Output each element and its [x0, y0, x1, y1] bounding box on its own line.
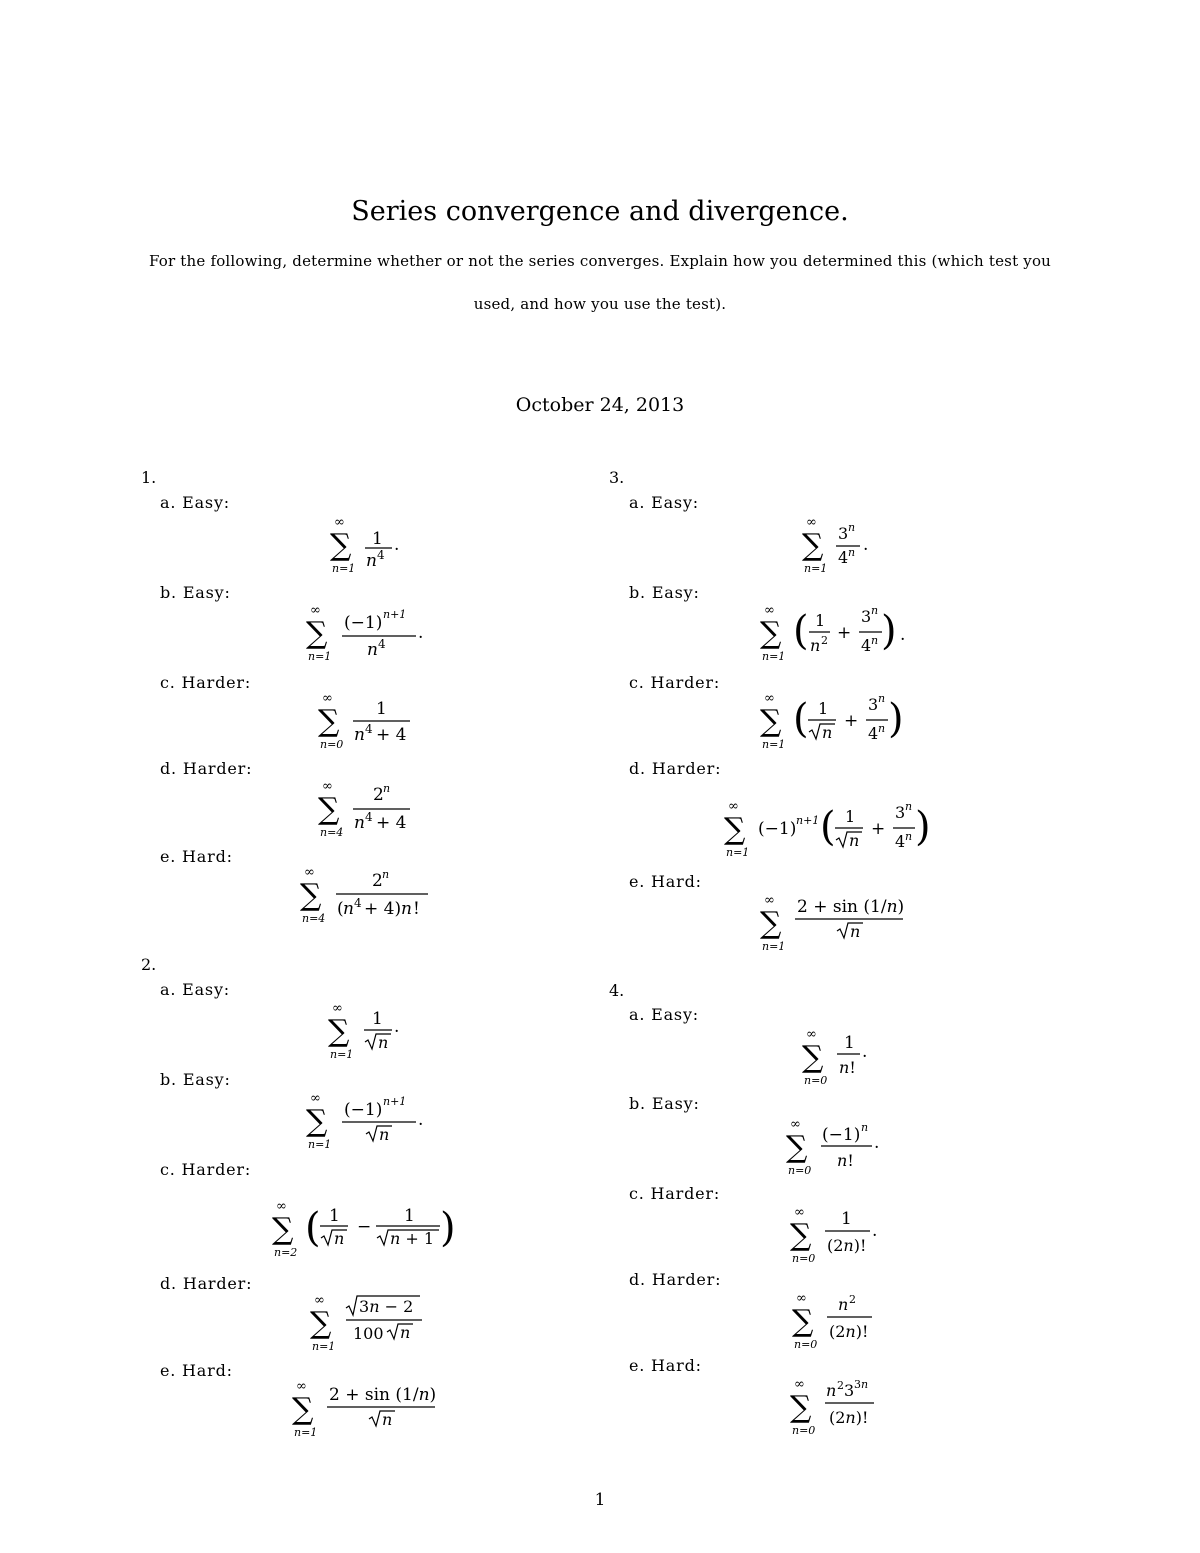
svg-text:.: .	[900, 625, 906, 645]
svg-text:∞: ∞	[332, 1001, 343, 1016]
svg-text:n: n	[378, 1033, 389, 1052]
problem-1c-label: c. Harder:	[160, 673, 252, 692]
svg-text:3: 3	[895, 803, 906, 822]
svg-text:1: 1	[845, 807, 856, 826]
svg-text:n: n	[354, 813, 365, 833]
problem-3c-label: c. Harder:	[629, 673, 721, 692]
svg-text:n=4: n=4	[320, 826, 344, 839]
svg-text:∞: ∞	[276, 1199, 287, 1214]
problem-1a-label: a. Easy:	[160, 493, 230, 512]
svg-text:n=0: n=0	[792, 1252, 816, 1265]
svg-text:n: n	[382, 1410, 393, 1429]
problem-2c-formula	[272, 1196, 462, 1262]
svg-text:2: 2	[849, 1293, 856, 1306]
svg-text:1: 1	[376, 699, 387, 719]
svg-text:!: !	[413, 899, 420, 919]
svg-text:n: n	[810, 636, 821, 655]
svg-text:n=1: n=1	[804, 562, 828, 575]
problem-4e-label: e. Hard:	[629, 1356, 702, 1375]
svg-text:1: 1	[404, 1206, 415, 1226]
svg-text:∑: ∑	[724, 812, 746, 847]
svg-text:1: 1	[372, 1009, 383, 1029]
svg-text:4: 4	[377, 548, 385, 562]
svg-text:(−1): (−1)	[822, 1125, 861, 1145]
svg-text:n: n	[401, 899, 412, 919]
problem-3a-formula	[802, 512, 892, 578]
instructions-line-2: used, and how you use the test).	[473, 295, 727, 313]
document-date: October 24, 2013	[515, 394, 685, 416]
problem-2a-label: a. Easy:	[160, 980, 230, 999]
svg-text:n: n	[826, 1381, 837, 1400]
problem-3d-label: d. Harder:	[629, 759, 722, 778]
svg-text:∞: ∞	[794, 1377, 805, 1392]
svg-text:n: n	[848, 521, 856, 534]
svg-text:3n − 2: 3n − 2	[359, 1297, 414, 1316]
svg-text:∑: ∑	[790, 1218, 812, 1253]
svg-text:∞: ∞	[764, 893, 775, 908]
svg-text:n: n	[871, 604, 879, 617]
svg-text:(: (	[337, 899, 344, 919]
svg-text:n + 1: n + 1	[390, 1229, 435, 1248]
svg-text:1: 1	[818, 699, 829, 718]
problem-3b-label: b. Easy:	[629, 583, 700, 602]
svg-text:∞: ∞	[304, 865, 315, 880]
problem-3c-formula	[760, 688, 920, 754]
svg-text:∞: ∞	[796, 1291, 807, 1306]
problem-4c-formula	[790, 1202, 890, 1268]
svg-text:): )	[881, 608, 897, 654]
problem-1e-formula	[300, 862, 440, 928]
svg-text:4: 4	[861, 636, 872, 655]
svg-text:n=0: n=0	[794, 1338, 818, 1351]
svg-text:∞: ∞	[806, 515, 817, 530]
svg-text:n: n	[822, 723, 833, 742]
svg-text:∞: ∞	[310, 603, 321, 618]
svg-text:n!: n!	[839, 1058, 856, 1077]
svg-text:1: 1	[329, 1206, 340, 1226]
page-title: Series convergence and divergence.	[351, 196, 849, 227]
svg-text:.: .	[874, 1133, 880, 1153]
svg-text:): )	[440, 1205, 456, 1251]
svg-text:+: +	[837, 623, 852, 643]
svg-text:n: n	[861, 1121, 869, 1134]
svg-text:n=0: n=0	[792, 1424, 816, 1437]
svg-text:n=1: n=1	[312, 1340, 336, 1353]
problem-1a-formula	[330, 512, 420, 578]
svg-text:1: 1	[841, 1209, 852, 1229]
svg-text:100: 100	[353, 1324, 384, 1343]
problem-2d-label: d. Harder:	[160, 1274, 253, 1293]
problem-2b-label: b. Easy:	[160, 1070, 231, 1089]
svg-text:∞: ∞	[334, 515, 345, 530]
svg-text:2: 2	[373, 785, 384, 805]
problem-2c-label: c. Harder:	[160, 1160, 252, 1179]
svg-text:+ 4: + 4	[376, 725, 407, 745]
svg-text:(2n)!: (2n)!	[829, 1408, 869, 1427]
svg-text:2: 2	[837, 1379, 844, 1392]
svg-text:∞: ∞	[806, 1027, 817, 1042]
svg-text:∑: ∑	[802, 1040, 824, 1075]
svg-text:n=1: n=1	[294, 1426, 318, 1439]
svg-text:n+1: n+1	[796, 814, 820, 827]
svg-text:2 + sin (1/n): 2 + sin (1/n)	[797, 897, 905, 917]
svg-text:4: 4	[868, 724, 879, 743]
svg-text:∑: ∑	[802, 528, 824, 563]
svg-text:n: n	[850, 922, 861, 941]
svg-text:n=1: n=1	[308, 1138, 332, 1151]
svg-text:4: 4	[354, 896, 362, 910]
svg-text:∞: ∞	[322, 779, 333, 794]
svg-text:n+1: n+1	[383, 1095, 407, 1108]
svg-text:n: n	[905, 800, 913, 813]
svg-text:n+1: n+1	[383, 608, 407, 621]
svg-text:(−1): (−1)	[344, 1100, 383, 1120]
problem-4-number: 4.	[609, 981, 625, 1000]
problem-3d-formula	[724, 796, 954, 862]
problem-1d-formula	[318, 776, 428, 842]
instructions-line-1: For the following, determine whether or not the series converges. Explain how you determined this (which test you	[148, 252, 1052, 270]
problem-2b-formula	[306, 1088, 436, 1154]
svg-text:∞: ∞	[794, 1205, 805, 1220]
problem-4c-label: c. Harder:	[629, 1184, 721, 1203]
problem-4d-formula	[792, 1288, 892, 1354]
svg-text:n!: n!	[837, 1151, 854, 1170]
svg-text:n=1: n=1	[726, 846, 750, 859]
problem-4d-label: d. Harder:	[629, 1270, 722, 1289]
svg-text:∞: ∞	[728, 799, 739, 814]
svg-text:n: n	[848, 546, 856, 559]
svg-text:∑: ∑	[792, 1304, 814, 1339]
svg-text:∞: ∞	[296, 1379, 307, 1394]
problem-1-number: 1.	[141, 468, 157, 487]
svg-text:∑: ∑	[786, 1130, 808, 1165]
svg-text:.: .	[872, 1221, 878, 1241]
svg-text:n=1: n=1	[332, 562, 356, 575]
svg-text:(: (	[793, 696, 809, 742]
problem-4e-formula	[790, 1374, 900, 1440]
svg-text:n: n	[382, 868, 390, 881]
svg-text:∑: ∑	[272, 1212, 294, 1247]
problem-3e-label: e. Hard:	[629, 872, 702, 891]
svg-text:∑: ∑	[318, 704, 340, 739]
svg-text:+: +	[871, 819, 886, 839]
svg-text:∑: ∑	[760, 704, 782, 739]
svg-text:∑: ∑	[318, 792, 340, 827]
svg-text:∑: ∑	[760, 906, 782, 941]
svg-text:4: 4	[365, 810, 373, 824]
svg-text:(2n)!: (2n)!	[827, 1236, 867, 1255]
svg-text:∑: ∑	[300, 878, 322, 913]
svg-text:∑: ∑	[306, 616, 328, 651]
problem-2-number: 2.	[141, 955, 157, 974]
svg-text:(: (	[820, 804, 836, 850]
svg-text:n: n	[366, 551, 377, 571]
svg-text:2: 2	[821, 634, 828, 647]
svg-text:1: 1	[815, 611, 826, 630]
problem-1e-label: e. Hard:	[160, 847, 233, 866]
problem-2d-formula	[310, 1290, 430, 1356]
svg-text:.: .	[394, 1017, 400, 1037]
svg-text:+: +	[844, 711, 859, 731]
svg-text:n=0: n=0	[788, 1164, 812, 1177]
svg-text:n=2: n=2	[274, 1246, 298, 1259]
svg-text:4: 4	[895, 832, 906, 851]
svg-text:3: 3	[844, 1381, 855, 1400]
problem-1b-label: b. Easy:	[160, 583, 231, 602]
svg-text:n=1: n=1	[762, 940, 786, 953]
problem-4a-formula	[802, 1024, 892, 1090]
svg-text:): )	[888, 696, 904, 742]
problem-2e-label: e. Hard:	[160, 1361, 233, 1380]
svg-text:(−1): (−1)	[344, 613, 383, 633]
svg-text:n: n	[871, 634, 879, 647]
svg-text:3: 3	[838, 524, 849, 543]
problem-3b-formula	[760, 600, 920, 666]
svg-text:n=1: n=1	[762, 650, 786, 663]
svg-text:n: n	[354, 725, 365, 745]
svg-text:2: 2	[372, 871, 383, 891]
problem-3e-formula	[760, 890, 920, 956]
svg-text:∑: ∑	[328, 1014, 350, 1049]
svg-text:n: n	[367, 640, 378, 660]
svg-text:n: n	[343, 899, 354, 919]
svg-text:(−1): (−1)	[758, 819, 797, 839]
svg-text:−: −	[357, 1217, 372, 1237]
svg-text:n: n	[878, 722, 886, 735]
svg-text:∑: ∑	[790, 1390, 812, 1425]
svg-text:∞: ∞	[764, 691, 775, 706]
problem-4a-label: a. Easy:	[629, 1005, 699, 1024]
svg-text:∞: ∞	[764, 603, 775, 618]
svg-text:): )	[915, 804, 931, 850]
svg-text:1: 1	[844, 1033, 855, 1053]
svg-text:n=4: n=4	[302, 912, 326, 925]
svg-text:n: n	[334, 1229, 345, 1248]
svg-text:.: .	[863, 535, 869, 555]
svg-text:n: n	[838, 1295, 849, 1314]
svg-text:∞: ∞	[314, 1293, 325, 1308]
svg-text:∞: ∞	[790, 1117, 801, 1132]
svg-text:+ 4): + 4)	[364, 899, 402, 919]
svg-text:1: 1	[372, 529, 383, 549]
svg-text:∑: ∑	[306, 1104, 328, 1139]
svg-text:3: 3	[861, 607, 872, 626]
problem-4b-formula	[786, 1114, 896, 1180]
svg-text:3: 3	[868, 695, 879, 714]
svg-text:n=1: n=1	[330, 1048, 354, 1061]
svg-text:n=0: n=0	[320, 738, 344, 751]
svg-text:n: n	[878, 692, 886, 705]
problem-3-number: 3.	[609, 468, 625, 487]
svg-text:.: .	[418, 1110, 424, 1130]
svg-text:n: n	[400, 1323, 411, 1342]
svg-text:+ 4: + 4	[376, 813, 407, 833]
svg-text:n: n	[379, 1125, 390, 1144]
problem-1b-formula	[306, 600, 436, 666]
svg-text:2 + sin (1/n): 2 + sin (1/n)	[329, 1385, 437, 1405]
svg-text:n: n	[905, 830, 913, 843]
problem-1c-formula	[318, 688, 428, 754]
svg-text:3n: 3n	[854, 1378, 869, 1391]
svg-text:4: 4	[838, 548, 849, 567]
svg-text:4: 4	[378, 637, 386, 651]
problem-2e-formula	[292, 1376, 452, 1442]
svg-text:n: n	[383, 782, 391, 795]
problem-4b-label: b. Easy:	[629, 1094, 700, 1113]
svg-text:4: 4	[365, 722, 373, 736]
page-number: 1	[594, 1490, 606, 1510]
svg-text:∑: ∑	[292, 1392, 314, 1427]
svg-text:.: .	[862, 1042, 868, 1062]
svg-text:(: (	[793, 608, 809, 654]
problem-1d-label: d. Harder:	[160, 759, 253, 778]
svg-text:∑: ∑	[760, 616, 782, 651]
svg-text:∞: ∞	[322, 691, 333, 706]
svg-text:n=0: n=0	[804, 1074, 828, 1087]
svg-text:.: .	[418, 623, 424, 643]
svg-text:n=1: n=1	[762, 738, 786, 751]
svg-text:(2n)!: (2n)!	[829, 1322, 869, 1341]
problem-2a-formula	[328, 998, 418, 1064]
svg-text:∞: ∞	[310, 1091, 321, 1106]
svg-text:∑: ∑	[330, 528, 352, 563]
svg-text:(: (	[305, 1205, 321, 1251]
svg-text:n=1: n=1	[308, 650, 332, 663]
svg-text:∑: ∑	[310, 1306, 332, 1341]
svg-text:.: .	[394, 535, 400, 555]
problem-3a-label: a. Easy:	[629, 493, 699, 512]
svg-text:n: n	[849, 831, 860, 850]
